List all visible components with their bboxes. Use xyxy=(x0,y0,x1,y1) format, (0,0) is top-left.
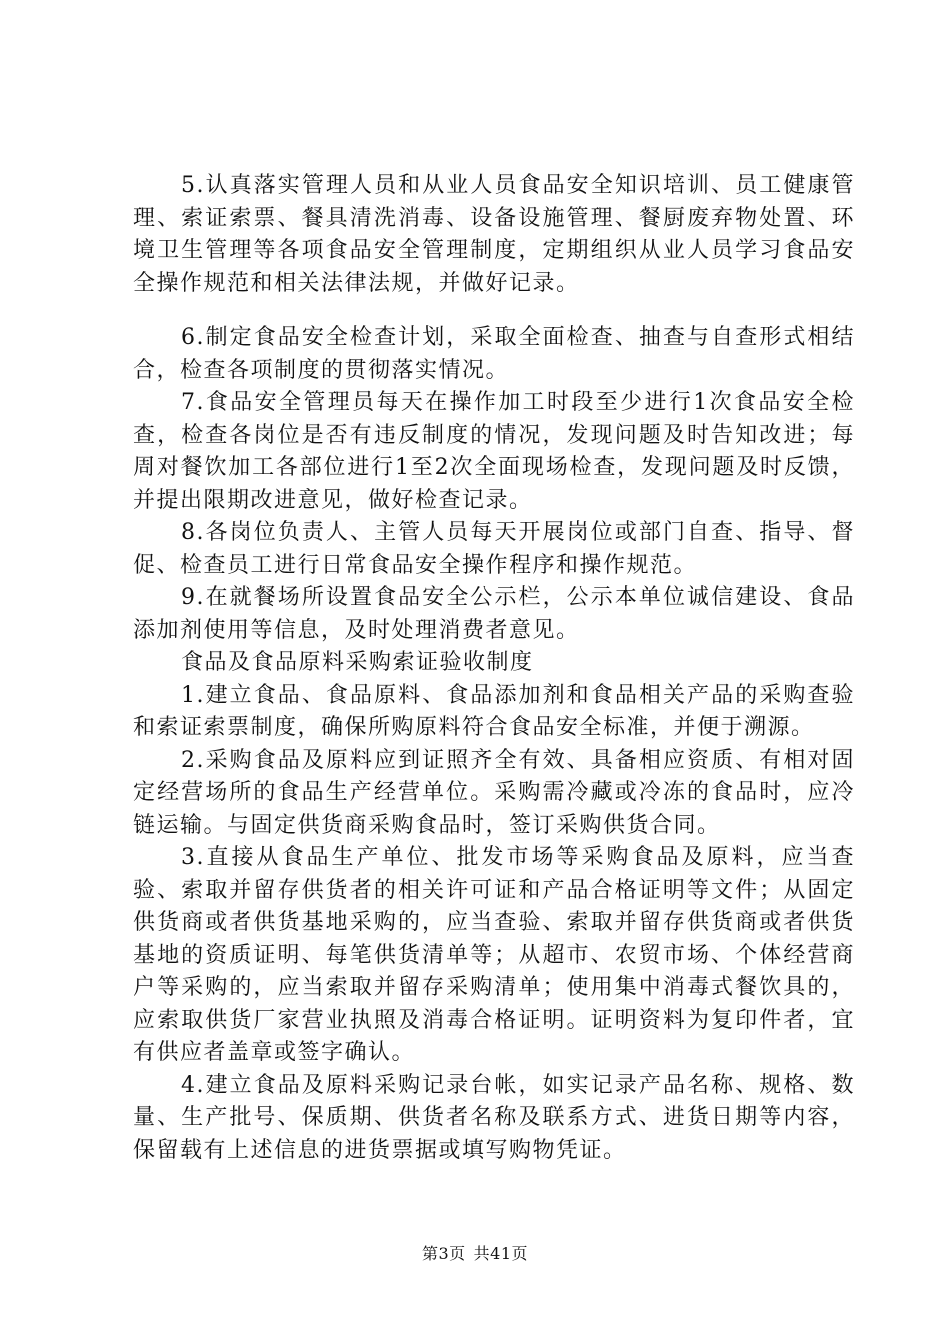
paragraph-item-3: 3.直接从食品生产单位、批发市场等采购食品及原料，应当查验、索取并留存供货者的相关许可证和产品合格证明等文件；从固定供货商或者供货基地采购的，应当查验、索取并留存供货商或者供货基地的资质证明、每笔供货清单等；从超市、农贸市场、个体经营商户等采购的，应当索取并留存采购清单；使用集中消毒式餐饮具的，应索取供货厂家营业执照及消毒合格证明。证明资料为复印件者，宜有供应者盖章或签字确认。 xyxy=(133,845,855,1065)
paragraph-item-6: 6.制定食品安全检查计划，采取全面检查、抽查与自查形式相结合，检查各项制度的贯彻落实情况。 xyxy=(133,325,855,383)
page-footer xyxy=(0,1244,950,1264)
paragraph-item-8: 8.各岗位负责人、主管人员每天开展岗位或部门自查、指导、督促、检查员工进行日常食品安全操作程序和操作规范。 xyxy=(133,520,855,578)
section-heading: 食品及食品原料采购索证验收制度 xyxy=(181,650,534,675)
paragraph-item-9: 9.在就餐场所设置食品安全公示栏，公示本单位诚信建设、食品添加剂使用等信息，及时处理消费者意见。 xyxy=(133,585,855,643)
paragraph-item-2: 2.采购食品及原料应到证照齐全有效、具备相应资质、有相对固定经营场所的食品生产经营单位。采购需冷藏或冷冻的食品时，应冷链运输。与固定供货商采购食品时，签订采购供货合同。 xyxy=(133,747,855,838)
page-total: 共41页 xyxy=(473,1244,529,1263)
page-number: 第3页 xyxy=(421,1244,466,1263)
paragraph-item-7: 7.食品安全管理员每天在操作加工时段至少进行1次食品安全检查，检查各岗位是否有违反制度的情况，发现问题及时告知改进；每周对餐饮加工各部位进行1至2次全面现场检查，发现问题及时反馈，并提出限期改进意见，做好检查记录。 xyxy=(133,390,855,513)
paragraph-item-1: 1.建立食品、食品原料、食品添加剂和食品相关产品的采购查验和索证索票制度，确保所购原料符合食品安全标准，并便于溯源。 xyxy=(133,682,855,740)
paragraph-item-5: 5.认真落实管理人员和从业人员食品安全知识培训、员工健康管理、索证索票、餐具清洗消毒、设备设施管理、餐厨废弃物处置、环境卫生管理等各项食品安全管理制度，定期组织从业人员学习食品安全操作规范和相关法律法规，并做好记录。 xyxy=(133,173,855,296)
paragraph-item-4: 4.建立食品及原料采购记录台帐，如实记录产品名称、规格、数量、生产批号、保质期、供货者名称及联系方式、进货日期等内容，保留载有上述信息的进货票据或填写购物凭证。 xyxy=(133,1072,855,1163)
document-body xyxy=(133,170,855,1167)
